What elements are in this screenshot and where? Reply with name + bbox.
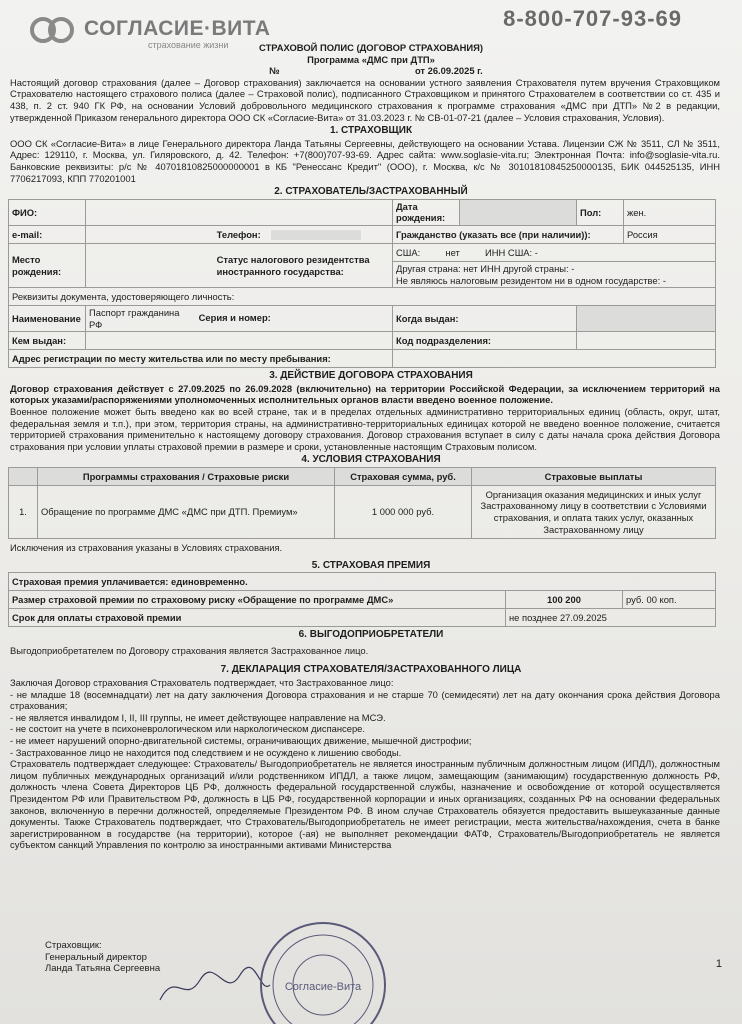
doc-series-cell	[86, 306, 393, 332]
program-cell: Обращение по программе ДМС «ДМС при ДТП. Премиум»	[38, 486, 335, 539]
dob-value	[460, 199, 577, 225]
issued-when-label: Когда выдан:	[393, 306, 577, 332]
decl-p6: - Застрахованное лицо не находится под следствием и не осуждено к лишению свободы.	[10, 746, 402, 758]
beneficiary-text: Выгодоприобретателем по Договору страхования является Застрахованное лицо.	[10, 644, 369, 656]
section-7-title: 7. ДЕКЛАРАЦИЯ СТРАХОВАТЕЛЯ/ЗАСТРАХОВАННОГО ЛИЦА	[220, 664, 522, 676]
premium-size-label: Размер страховой премии по страховому риску «Обращение по программе ДМС»	[9, 591, 506, 609]
row-number: 1.	[9, 486, 38, 539]
premium-term-label: Срок для оплаты страховой премии	[9, 609, 506, 627]
other-label: Другая страна:	[396, 262, 461, 274]
dob-label: Дата рождения:	[393, 199, 460, 225]
decl-p5: - не имеет нарушений опорно-двигательной системы, ограничивающих движение, мышечной дистрофии;	[10, 734, 472, 746]
document-body	[0, 42, 742, 851]
address-value	[393, 350, 716, 368]
decl-p3: - не является инвалидом I, II, III группы, не имеет действующее направление на МСЭ.	[10, 711, 386, 723]
address-label: Адрес регистрации по месту жительства или по месту пребывания:	[9, 350, 393, 368]
payment-cell: Организация оказания медицинских и иных услуг Застрахованному лицу в соответствии с Условиями страхования, и оплата таких услуг, оказанных Застрахованному лицу	[472, 486, 716, 539]
sex-value: жен.	[624, 199, 716, 225]
term-text: Военное положение может быть введено как во всей стране, так и в пределах отдельных административно территориальных единиц (область, округ, штат, федеральная земля и т.п.), при этом, территория страны, на административно-территориальных единицах которой не введено военное положение, считается территорией страхования применительно к настоящему договору страхования. Договор страхования вступает в силу с даты начала срока действия Договора страхования при условии уплаты страховой премии в размере и сроки, установленные настоящим Страховым полисом.	[10, 406, 720, 452]
issued-by-value	[86, 332, 393, 350]
fio-value	[86, 199, 393, 225]
premium-term-value: не позднее 27.09.2025	[506, 609, 716, 627]
signature-block	[45, 940, 160, 975]
programs-header: Программы страхования / Страховые риски	[38, 468, 335, 486]
phone-cell	[86, 225, 393, 243]
premium-size-unit: руб. 00 коп.	[623, 591, 716, 609]
signer-role: Страховщик:	[45, 940, 102, 951]
tax-status-cell	[86, 243, 393, 287]
sum-cell: 1 000 000 руб.	[335, 486, 472, 539]
issued-by-label: Кем выдан:	[9, 332, 86, 350]
section-2-title: 2. СТРАХОВАТЕЛЬ/ЗАСТРАХОВАННЫЙ	[274, 186, 468, 198]
other-value: нет	[463, 262, 478, 274]
payments-header: Страховые выплаты	[472, 468, 716, 486]
not-resident: Не являюсь налоговым резидентом ни в одном государстве: -	[396, 274, 666, 286]
page-number: 1	[715, 958, 722, 970]
usa-label: США:	[396, 246, 421, 258]
num-header	[9, 468, 38, 486]
premium-table	[8, 572, 716, 627]
decl-p1: Заключая Договор страхования Страхователь подтверждает, что Застрахованное лицо:	[10, 677, 394, 688]
email-label: e-mail:	[9, 225, 86, 243]
sum-header: Страховая сумма, руб.	[335, 468, 472, 486]
inn-usa: ИНН США: -	[485, 246, 538, 258]
premium-paid: Страховая премия уплачивается: единовременно.	[9, 573, 716, 591]
series-label: Серия и номер:	[198, 312, 271, 324]
exclusions-text: Исключения из страхования указаны в Условиях страхования.	[10, 542, 283, 554]
hotline-phone: 8-800-707-93-69	[503, 6, 682, 31]
section-6-title: 6. ВЫГОДОПРИОБРЕТАТЕЛИ	[298, 629, 444, 641]
company-stamp	[243, 910, 403, 1024]
doc-req-label: Реквизиты документа, удостоверяющего личность:	[9, 288, 716, 306]
premium-size-value: 100 200	[506, 591, 623, 609]
conditions-table	[8, 467, 716, 539]
signer-position: Генеральный директор	[45, 951, 147, 963]
logo-tagline: страхование жизни	[148, 40, 229, 50]
policy-number	[0, 65, 742, 77]
signer-name: Ланда Татьяна Сергеевна	[45, 963, 161, 974]
stamp-text: Согласие-Вита	[284, 981, 362, 993]
tax-status-label: Статус налогового резидентства иностранного государства:	[216, 253, 370, 277]
section-1-title: 1. СТРАХОВЩИК	[329, 125, 413, 137]
doc-name-value: Паспорт гражданина РФ	[89, 307, 180, 330]
sex-label: Пол:	[577, 199, 624, 225]
section-3-title: 3. ДЕЙСТВИЕ ДОГОВОРА СТРАХОВАНИЯ	[269, 370, 473, 382]
number-label: №	[269, 65, 280, 77]
dept-code-value	[577, 332, 716, 350]
citizenship-value: Россия	[624, 225, 716, 243]
inn-other: ИНН другой страны: -	[480, 262, 575, 274]
doc-name-label: Наименование	[9, 306, 86, 332]
decl-p4: - не состоит на учете в психоневрологическом или наркологическом диспансере.	[10, 723, 365, 735]
program-title: Программа «ДМС при ДТП»	[307, 53, 435, 65]
fio-label: ФИО:	[9, 199, 86, 225]
policy-title: СТРАХОВОЙ ПОЛИС (ДОГОВОР СТРАХОВАНИЯ)	[259, 42, 483, 53]
phone-label: Телефон:	[216, 228, 261, 240]
dept-code-label: Код подразделения:	[393, 332, 577, 350]
section-5-title: 5. СТРАХОВАЯ ПРЕМИЯ	[311, 559, 431, 571]
birthplace-label: Место рождения:	[9, 243, 86, 287]
decl-p2: - не младше 18 (восемнадцати) лет на дату заключения Договора страхования и не старше 70 (семидесяти) лет на дату окончания срока действия Договора страхования;	[10, 688, 720, 712]
insurer-details: ООО СК «Согласие-Вита» в лице Генерального директора Ланда Татьяны Сергеевны, действующего на основании Устава. Лицензии СЖ № 3511, СЛ № 3511, Адрес: 129110, г. Москва, ул. Гиляровского, д. 42. Телефон: +7(800)707-93-69. Адрес сайта: www.soglasie-vita.ru; Электронная Почта: info@soglasie-vita.ru. Банковские реквизиты: р/с № 40701810825000000001 в КБ "Ренессанс Кредит" (ООО), г. Москва, к/с № 30101810845250000135, БИК 044525135, ИНН 7706217093, КПП 770201001	[10, 137, 720, 184]
term-bold: Договор страхования действует с 27.09.2025 по 26.09.2028 (включительно) на территории Российской Федерации, за исключением территорий на которых указами/распоряжениями уполномоченных исполнительных органов власти введено военное положение.	[10, 382, 720, 406]
logo-name: СОГЛАСИЕ·ВИТА	[84, 17, 271, 40]
policy-date: от 26.09.2025 г.	[414, 65, 483, 77]
citizenship-label: Гражданство (указать все (при наличии)):	[393, 225, 624, 243]
usa-row	[393, 243, 716, 261]
issued-when-value	[577, 306, 716, 332]
insured-table	[8, 199, 716, 369]
section-4-title: 4. УСЛОВИЯ СТРАХОВАНИЯ	[301, 454, 441, 466]
usa-value: нет	[445, 246, 460, 258]
other-country-row	[393, 261, 716, 287]
decl-p7: Страхователь подтверждает следующее: Страхователь/ Выгодоприобретатель не является иностранным публичным должностным лицом (ИПДЛ), должностным лицом публичных международных организаций и/или родственником ИПДЛ, а также лицом, замещающим (занимающим) государственную должность РФ, должность члена Совета Директоров ЦБ РФ, должность федеральной государственной службы, назначение и освобождение от которой осуществляется Президентом РФ или Правительством РФ, должность в ЦБ РФ, государственной корпорации и иных организациях, созданных РФ на основании федеральных законов, включенную в перечни должностей, определяемые Президентом РФ. В ином случае Страхователь обязуется предоставить вышеуказанные данные документы. Также Страхователь подтверждает, что Страхователь/Выгодоприобретатель не имеет регистрации, места жительства/нахождения, счета в банке зарегистрированном в государстве (на территории), которое (-ая) не выполняет рекомендации ФАТФ, Страхователь/Выгодоприобретатель не является субъектом санкций Управления по контролю за иностранными активами Министерства	[10, 758, 720, 851]
intro-text: Настоящий договор страхования (далее – Договор страхования) заключается на основании устного заявления Страхователя путем вручения Страховщиком Страхователю настоящего страхового полиса (далее – Страховой полис), подписанного Страховщиком и принятого Страхователем в соответствии со ст. 435 и 438, п. 2 ст. 940 ГК РФ, на основании Условий добровольного медицинского страхования к программе страхования «ДМС при ДТП» №2 в редакции, утвержденной Приказом генерального директора ООО СК «Согласие-Вита» от 31.03.2023 г. № СВ-01-07-21 (далее – Условия страхования, Условия).	[10, 76, 720, 123]
logo-rings-icon	[28, 16, 80, 44]
